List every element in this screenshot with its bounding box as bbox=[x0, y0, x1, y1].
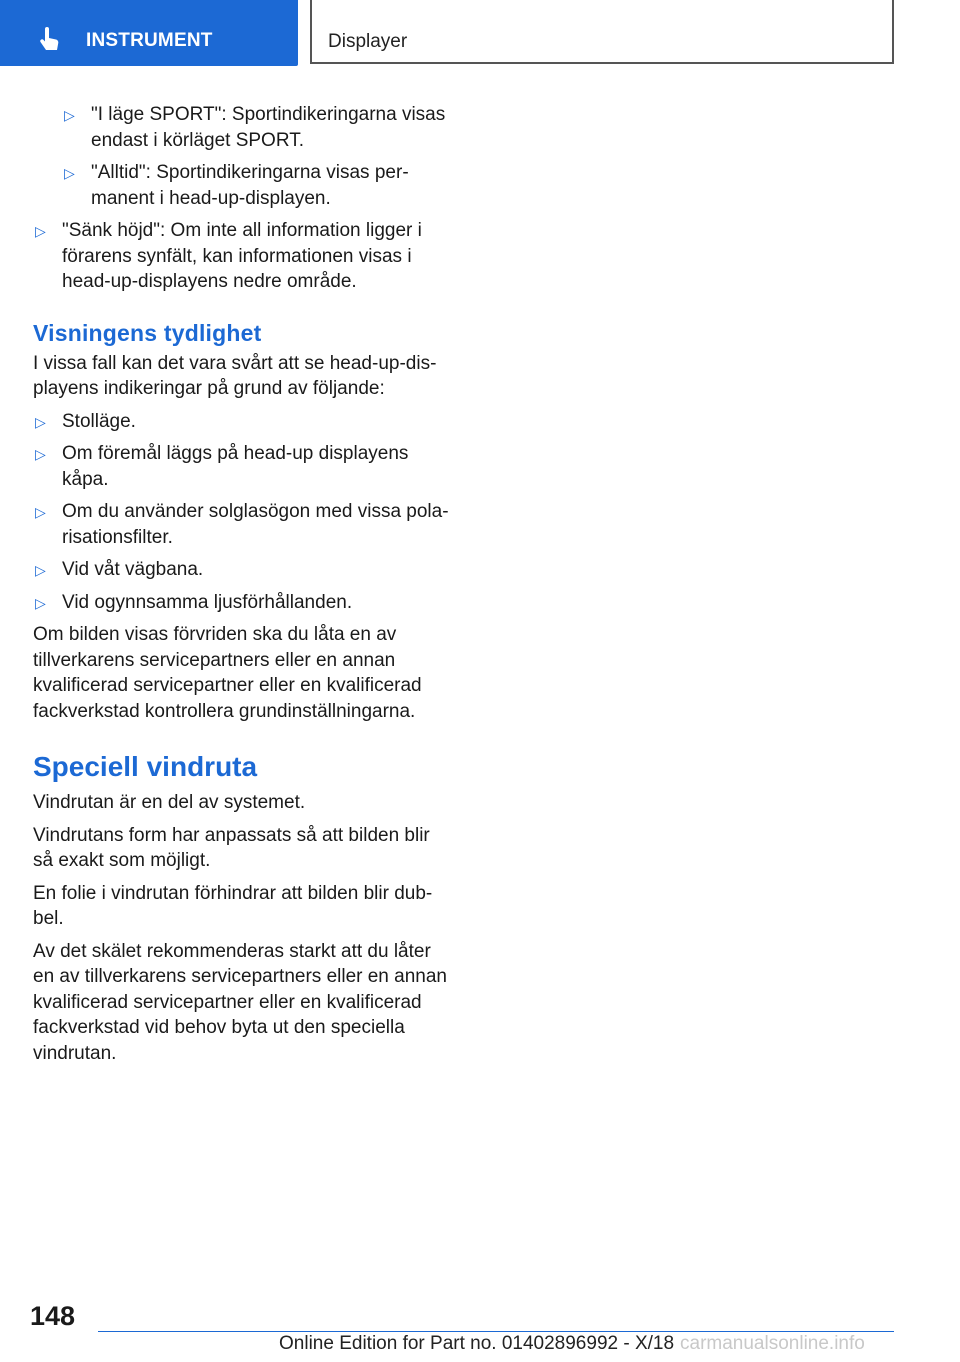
chapter-label: INSTRUMENT bbox=[86, 30, 213, 51]
windshield-paragraph: Av det skälet rekommenderas starkt att du låter en av tillverkarens servicepartners eller en annan kvalificerad servicepartner eller en kvalificerad fackverkstad vid behov byta ut den speciella vindrutan. bbox=[33, 940, 447, 1064]
windshield-paragraph: Vindrutans form har anpassats så att bilden blir så exakt som möjligt. bbox=[33, 824, 430, 871]
triangle-bullet-icon: ▷ bbox=[64, 107, 75, 123]
windshield-heading: Speciell vindruta bbox=[33, 751, 258, 782]
list-item: ▷ Vid våt vägbana. bbox=[35, 559, 204, 580]
list-item: ▷ Vid ogynnsamma ljusförhållanden. bbox=[35, 591, 353, 613]
triangle-bullet-icon: ▷ bbox=[64, 165, 75, 181]
visibility-heading: Visningens tydlighet bbox=[33, 319, 262, 346]
windshield-paragraph: Vindrutan är en del av systemet. bbox=[33, 792, 306, 813]
list-item: ▷ Om föremål läggs på head-up displayens kåpa. bbox=[35, 443, 409, 490]
section-tab[interactable] bbox=[310, 0, 894, 64]
triangle-bullet-icon: ▷ bbox=[35, 223, 46, 239]
page-header bbox=[0, 0, 960, 66]
edition-text: Online Edition for Part no. 01402896992 - X/18 bbox=[279, 1333, 675, 1354]
list-item: ▷ "I läge SPORT": Sportindikeringarna visas endast i körläget SPORT. bbox=[64, 104, 446, 151]
list-item: ▷ "Sänk höjd": Om inte all information ligger i förarens synfält, kan informationen visas i head-up-displayens nedre område. bbox=[35, 220, 422, 292]
visibility-outro: Om bilden visas förvriden ska du låta en av tillverkarens servicepartners eller en annan kvalificerad servicepartner eller en kvalificerad fackverkstad kontrollera grundinställningarna. bbox=[33, 624, 422, 722]
triangle-bullet-icon: ▷ bbox=[35, 504, 46, 520]
triangle-bullet-icon: ▷ bbox=[35, 562, 46, 578]
windshield-paragraph: En folie i vindrutan förhindrar att bilden blir dubbel. bbox=[33, 882, 433, 929]
triangle-bullet-icon: ▷ bbox=[35, 413, 46, 430]
footer-divider bbox=[98, 1331, 894, 1332]
page-number: 148 bbox=[30, 1301, 76, 1331]
triangle-bullet-icon: ▷ bbox=[35, 446, 46, 462]
list-item: ▷ "Alltid": Sportindikeringarna visas permanent i head-up-displayen. bbox=[64, 162, 409, 209]
chapter-tab[interactable] bbox=[0, 0, 298, 66]
list-item: ▷ Om du använder solglasögon med vissa polarisationsfilter. bbox=[35, 501, 449, 548]
section-label: Displayer bbox=[328, 31, 408, 52]
triangle-bullet-icon: ▷ bbox=[35, 594, 46, 611]
main-column bbox=[33, 102, 449, 1073]
watermark: carmanualsonline.info bbox=[680, 1333, 865, 1354]
list-item: ▷ Stolläge. bbox=[35, 410, 136, 432]
hand-pointer-icon bbox=[36, 26, 64, 54]
visibility-intro: I vissa fall kan det vara svårt att se head-up-displayens indikeringar på grund av följande: bbox=[33, 352, 437, 399]
